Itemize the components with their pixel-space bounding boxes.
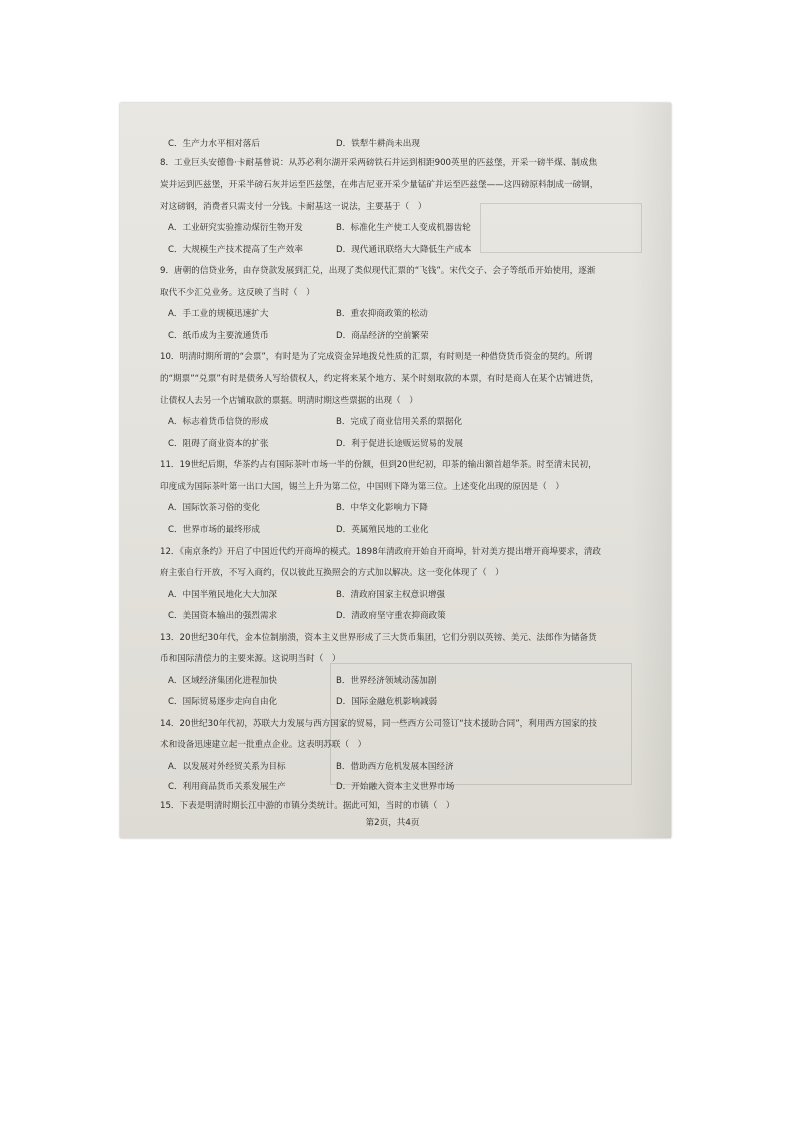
q8-option-c: C．大规模生产技术提高了生产效率: [168, 245, 303, 255]
q12-stem-line-2: 府主张自行开放，不写入商约，仅以彼此互换照会的方式加以解决。这一变化体现了（ ）: [160, 568, 504, 578]
q13-stem-line-2: 币和国际清偿力的主要来源。这说明当时（ ）: [160, 654, 341, 664]
q14-option-c: C．利用商品货币关系发展生产: [168, 782, 286, 792]
q14-option-d: D．开始融入资本主义世界市场: [336, 782, 455, 792]
q10-option-a: A．标志着货币信贷的形成: [168, 417, 269, 427]
q13-option-a: A．区域经济集团化进程加快: [168, 676, 278, 686]
q8-option-a: A．工业研究实验推动煤衍生物开发: [168, 223, 303, 233]
q13-option-d: D．国际金融危机影响减弱: [336, 697, 438, 707]
q10-stem-line-3: 让债权人去另一个店铺取款的票据。明清时期这些票据的出现（ ）: [160, 396, 418, 406]
q8-stem-line-3: 对这磅钢，消费者只需支付一分钱。卡耐基这一说法，主要基于（ ）: [160, 202, 427, 212]
q13-stem-line-1: 13．20世纪30年代，金本位制崩溃，资本主义世界形成了三大货币集团，它们分别以英镑、美元、法郎作为储备货: [160, 633, 597, 643]
q10-stem-line-1: 10．明清时期所谓的“会票”，有时是为了完成资金异地拨兑性质的汇票，有时则是一种借贷货币资金的契约。所谓: [160, 352, 593, 362]
q12-option-d: D．清政府坚守重农抑商政策: [336, 611, 446, 621]
q11-option-c: C．世界市场的最终形成: [168, 525, 260, 535]
q8-stem-line-2: 炭并运到匹兹堡，开采半磅石灰并运至匹兹堡，在弗吉尼亚开采少量锰矿并运至匹兹堡——这四磅原料制成一磅钢，: [160, 180, 599, 190]
q13-option-b: B．世界经济领域动荡加剧: [336, 676, 437, 686]
page-number-footer: 第2页，共4页: [365, 818, 420, 828]
q15-stem-line-1: 15．下表是明清时期长江中游的市镇分类统计。据此可知，当时的市镇（ ）: [160, 801, 455, 811]
q8-option-b: B．标准化生产使工人变成机器齿轮: [336, 223, 471, 233]
bleed-through-table: [480, 203, 642, 253]
q14-stem-line-2: 术和设备迅速建立起一批重点企业。这表明苏联（ ）: [160, 740, 367, 750]
q9-stem-line-1: 9．唐朝的信贷业务，由存贷款发展到汇兑，出现了类似现代汇票的“飞钱”。宋代交子、会子等纸币开始使用，逐渐: [160, 266, 596, 276]
q12-option-c: C．美国资本输出的强烈需求: [168, 611, 278, 621]
q10-option-c: C．阻碍了商业资本的扩张: [168, 439, 269, 449]
q10-stem-line-2: 的“期票”“兑票”有时是债务人写给债权人，约定将来某个地方、某个时刻取款的本票，有时是商人在某个店铺进货，: [160, 374, 599, 384]
q8-stem-line-1: 8．工业巨头安德鲁·卡耐基曾说：从苏必利尔湖开采两磅铁石并运到相距900英里的匹兹堡，开采一磅半煤、制成焦: [160, 158, 598, 168]
q11-option-d: D．英属殖民地的工业化: [336, 525, 429, 535]
q10-option-d: D．利于促进长途贩运贸易的发展: [336, 439, 463, 449]
q7-option-c: C．生产力水平相对落后: [168, 139, 260, 149]
q14-option-a: A．以发展对外经贸关系为目标: [168, 762, 286, 772]
q11-stem-line-1: 11．19世纪后期，华茶约占有国际茶叶市场一半的份额，但到20世纪初，印茶的输出额首超华茶。时至清末民初，: [160, 460, 597, 470]
q12-option-b: B．清政府国家主权意识增强: [336, 590, 446, 600]
q9-option-c: C．纸币成为主要流通货币: [168, 331, 269, 341]
photographed-exam-page: [120, 103, 671, 838]
exam-sheet: [130, 103, 655, 838]
q9-option-a: A．手工业的规模迅速扩大: [168, 309, 269, 319]
q8-option-d: D．现代通讯联络大大降低生产成本: [336, 245, 472, 255]
q7-option-d: D．铁犁牛耕尚未出现: [336, 139, 420, 149]
q9-option-d: D．商品经济的空前繁荣: [336, 331, 429, 341]
q14-option-b: B．借助西方危机发展本国经济: [336, 762, 454, 772]
q9-stem-line-2: 取代不少汇兑业务。这反映了当时（ ）: [160, 288, 315, 298]
q11-option-a: A．国际饮茶习俗的变化: [168, 503, 260, 513]
q11-option-b: B．中华文化影响力下降: [336, 503, 428, 513]
q9-option-b: B．重农抑商政策的松动: [336, 309, 428, 319]
q13-option-c: C．国际贸易逐步走向自由化: [168, 697, 278, 707]
q10-option-b: B．完成了商业信用关系的票据化: [336, 417, 463, 427]
q12-option-a: A．中国半殖民地化大大加深: [168, 590, 278, 600]
q11-stem-line-2: 印度成为国际茶叶第一出口大国，锡兰上升为第二位，中国则下降为第三位。上述变化出现的原因是（ ）: [160, 482, 564, 492]
q12-stem-line-1: 12．《南京条约》开启了中国近代约开商埠的模式。1898年清政府开始自开商埠，针对美方提出增开商埠要求，清政: [160, 547, 602, 557]
q14-stem-line-1: 14．20世纪30年代初，苏联大力发展与西方国家的贸易，同一些西方公司签订“技术援助合同”，利用西方国家的技: [160, 719, 598, 729]
